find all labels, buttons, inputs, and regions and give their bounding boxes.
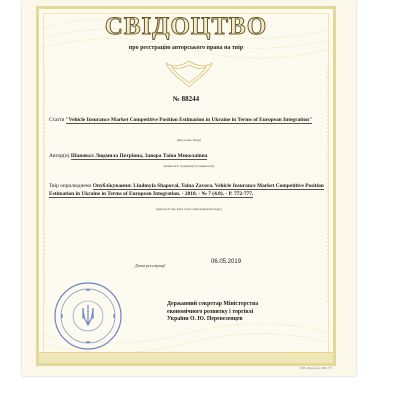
date-label: Дата реєстрації bbox=[135, 263, 166, 268]
work-field bbox=[49, 117, 329, 125]
decorative-crest-icon bbox=[162, 59, 216, 89]
bottom-ornament-band bbox=[39, 352, 333, 363]
authors-value: Шаповал Людмила Петрівна, Завора Таїна Миколаївна bbox=[70, 153, 208, 159]
authors-hint: (повне ім'я, псевдонім (за наявності)) bbox=[163, 164, 215, 168]
work-hint: (вид, назва твору) bbox=[176, 138, 202, 142]
work-title: "Vehicle Insurance Market Competitive Position Estimation in Ukraine in Terms of European Integration" bbox=[65, 117, 313, 123]
signatory-line-3: України О. Ю. Перевезенцев bbox=[167, 316, 243, 323]
published-value: Опублікування: Liudmyla Shapoval, Taina Zavora. Vehicle Insurance Market Competitive Position Estimation in Ukraine in Terms of European Integration. - 2018. - № 7 (4.8). - P. 772-777. bbox=[49, 183, 324, 197]
registration-number: № 88244 bbox=[172, 95, 200, 103]
official-seal bbox=[53, 281, 123, 351]
signatory-line-2: економічного розвитку і торгівлі bbox=[167, 308, 254, 315]
printer-footnote: ТОВ «Укрпресс», 2019, ТУ... bbox=[300, 367, 334, 370]
published-field bbox=[49, 183, 329, 198]
signatory-block bbox=[167, 301, 297, 324]
certificate-frame bbox=[36, 6, 336, 366]
signatory-line-1: Державний секретар Міністерства bbox=[167, 301, 259, 307]
certificate-title: СВІДОЦТВО bbox=[104, 13, 268, 40]
registration-date: 06.05.2019 bbox=[211, 259, 242, 265]
authors-label: Автор(и) bbox=[49, 153, 70, 159]
published-label: Твір оприлюднено bbox=[49, 183, 92, 189]
certificate-subtitle: про реєстрацію авторського права на твір bbox=[128, 45, 244, 51]
authors-field bbox=[49, 153, 329, 161]
published-hint: (відомості про факт і дату оприлюднення твору) bbox=[156, 207, 222, 211]
work-label: Стаття bbox=[49, 117, 65, 123]
